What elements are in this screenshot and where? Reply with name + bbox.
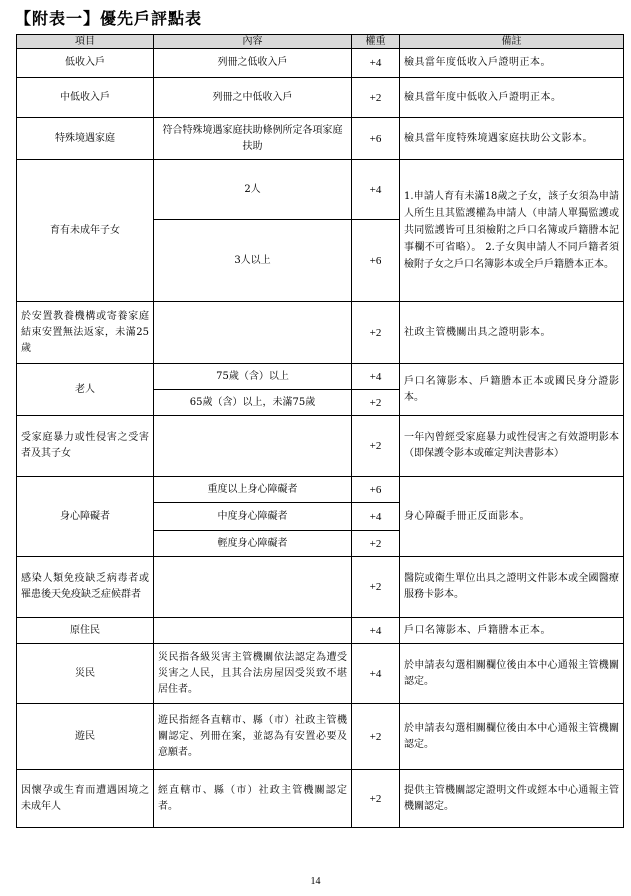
- weight-cell: +2: [352, 78, 400, 118]
- weight-cell: +4: [352, 644, 400, 704]
- item-cell: 特殊境遇家庭: [17, 118, 154, 160]
- remark-cell: 提供主管機關認定證明文件或經本中心通報主管機關認定。: [400, 770, 624, 828]
- content-cell: [154, 618, 352, 644]
- weight-cell: +4: [352, 160, 400, 220]
- table-row: [17, 704, 624, 770]
- content-cell: 輕度身心障礙者: [154, 531, 352, 557]
- item-cell: 於安置教養機構或寄養家庭結束安置無法返家，未滿25歲: [17, 302, 154, 364]
- remark-cell: 檢具當年度特殊境遇家庭扶助公文影本。: [400, 118, 624, 160]
- table-row: [17, 618, 624, 644]
- table-row: [17, 49, 624, 78]
- remark-cell: 檢具當年度中低收入戶證明正本。: [400, 78, 624, 118]
- content-cell: [154, 416, 352, 477]
- header-content: 內容: [154, 35, 352, 49]
- table-row: [17, 416, 624, 477]
- table-row: [17, 644, 624, 704]
- weight-cell: +4: [352, 49, 400, 78]
- weight-cell: +4: [352, 503, 400, 531]
- content-cell: [154, 302, 352, 364]
- item-cell: 中低收入戶: [17, 78, 154, 118]
- weight-cell: +2: [352, 704, 400, 770]
- item-cell: 災民: [17, 644, 154, 704]
- weight-cell: +6: [352, 220, 400, 302]
- content-cell: [154, 557, 352, 618]
- item-cell: 感染人類免疫缺乏病毒者或罹患後天免疫缺乏症候群者: [17, 557, 154, 618]
- weight-cell: +2: [352, 557, 400, 618]
- header-remark: 備註: [400, 35, 624, 49]
- item-cell: 原住民: [17, 618, 154, 644]
- table-row: [17, 78, 624, 118]
- weight-cell: +4: [352, 618, 400, 644]
- table-row: [17, 477, 624, 503]
- table-row: [17, 118, 624, 160]
- content-cell: 災民指各級災害主管機關依法認定為遭受災害之人民，且其合法房屋因受災致不堪居住者。: [154, 644, 352, 704]
- content-cell: 重度以上身心障礙者: [154, 477, 352, 503]
- weight-cell: +6: [352, 477, 400, 503]
- content-cell: 列冊之低收入戶: [154, 49, 352, 78]
- weight-cell: +6: [352, 118, 400, 160]
- header-item: 項目: [17, 35, 154, 49]
- table-row: [17, 770, 624, 828]
- weight-cell: +4: [352, 364, 400, 390]
- remark-cell: 於申請表勾選相關欄位後由本中心通報主管機關認定。: [400, 644, 624, 704]
- item-cell: 育有未成年子女: [17, 160, 154, 302]
- weight-cell: +2: [352, 770, 400, 828]
- remark-cell: 1.申請人育有未滿18歲之子女，該子女須為申請人所生且其監護權為申請人（申請人單獨監護或共同監護皆可且須檢附之戶口名簿或戶籍謄本記事欄不可省略）。 2.子女與申請人不同戶籍者須檢附子女之戶口名簿影本或全戶戶籍謄本正本。: [400, 160, 624, 302]
- content-cell: 經直轄市、縣（市）社政主管機關認定者。: [154, 770, 352, 828]
- remark-cell: 身心障礙手冊正反面影本。: [400, 477, 624, 557]
- content-cell: 65歲（含）以上，未滿75歲: [154, 390, 352, 416]
- table-row: [17, 557, 624, 618]
- header-weight: 權重: [352, 35, 400, 49]
- item-cell: 遊民: [17, 704, 154, 770]
- weight-cell: +2: [352, 390, 400, 416]
- remark-cell: 戶口名簿影本、戶籍謄本正本。: [400, 618, 624, 644]
- page-title: 【附表一】優先戶評點表: [15, 9, 203, 28]
- content-cell: 75歲（含）以上: [154, 364, 352, 390]
- table-header-row: [17, 35, 624, 49]
- item-cell: 因懷孕或生育而遭遇困境之未成年人: [17, 770, 154, 828]
- table-row: [17, 364, 624, 390]
- remark-cell: 檢具當年度低收入戶證明正本。: [400, 49, 624, 78]
- content-cell: 中度身心障礙者: [154, 503, 352, 531]
- remark-cell: 戶口名簿影本、戶籍謄本正本或國民身分證影本。: [400, 364, 624, 416]
- item-cell: 老人: [17, 364, 154, 416]
- content-cell: 符合特殊境遇家庭扶助條例所定各項家庭扶助: [154, 118, 352, 160]
- weight-cell: +2: [352, 416, 400, 477]
- table-row: [17, 302, 624, 364]
- remark-cell: 醫院或衛生單位出具之證明文件影本或全國醫療服務卡影本。: [400, 557, 624, 618]
- table-row: [17, 160, 624, 220]
- content-cell: 遊民指經各直轄市、縣（市）社政主管機關認定、列冊在案，並認為有安置必要及意願者。: [154, 704, 352, 770]
- remark-cell: 社政主管機關出具之證明影本。: [400, 302, 624, 364]
- weight-cell: +2: [352, 302, 400, 364]
- item-cell: 低收入戶: [17, 49, 154, 78]
- content-cell: 3人以上: [154, 220, 352, 302]
- remark-cell: 一年內曾經受家庭暴力或性侵害之有效證明影本（即保護令影本或確定判決書影本）: [400, 416, 624, 477]
- item-cell: 受家庭暴力或性侵害之受害者及其子女: [17, 416, 154, 477]
- content-cell: 2人: [154, 160, 352, 220]
- page-number: 14: [310, 876, 321, 887]
- weight-cell: +2: [352, 531, 400, 557]
- remark-cell: 於申請表勾選相關欄位後由本中心通報主管機關認定。: [400, 704, 624, 770]
- content-cell: 列冊之中低收入戶: [154, 78, 352, 118]
- item-cell: 身心障礙者: [17, 477, 154, 557]
- priority-scoring-table: [16, 34, 624, 828]
